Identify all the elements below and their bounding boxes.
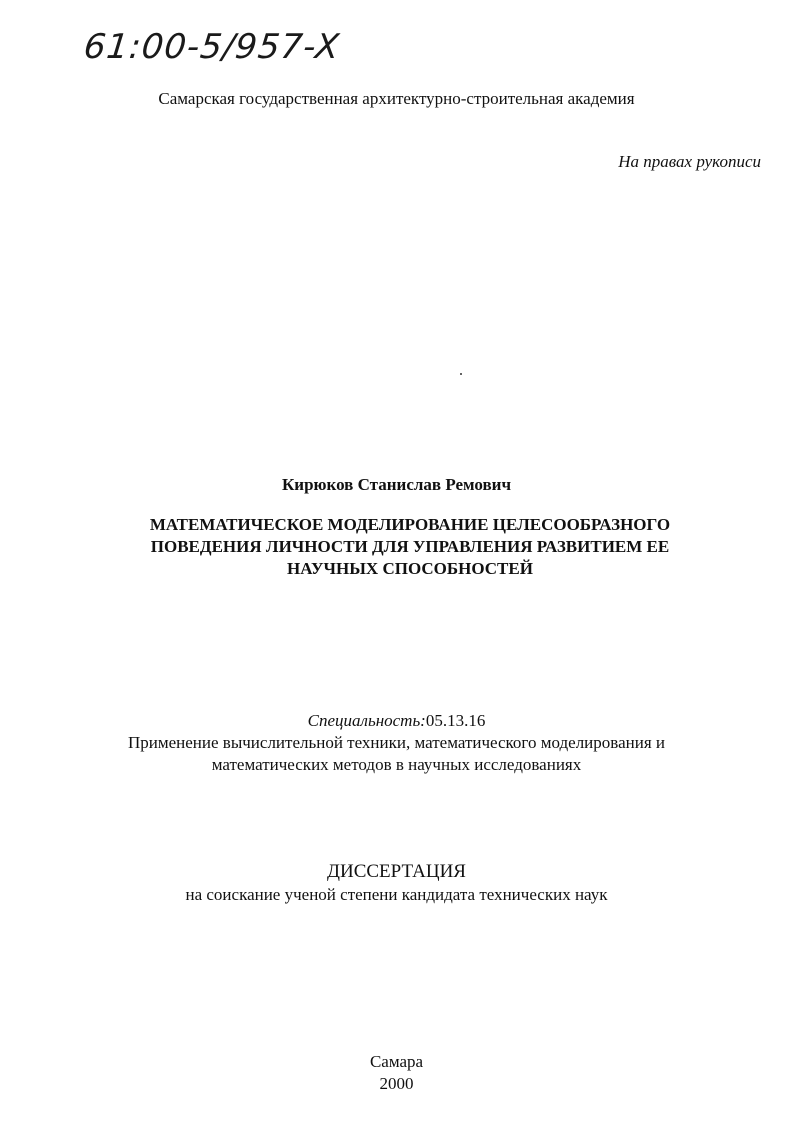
- degree-subtitle: на соискание ученой степени кандидата технических наук: [185, 885, 608, 904]
- dissertation-title: [60, 514, 760, 580]
- specialty-line: [0, 710, 793, 732]
- manuscript-rights-note: На правах рукописи: [618, 152, 761, 171]
- dissertation-heading: ДИССЕРТАЦИЯ: [327, 861, 466, 882]
- title-line: МАТЕМАТИЧЕСКОЕ МОДЕЛИРОВАНИЕ ЦЕЛЕСООБРАЗНОГО: [149, 515, 671, 534]
- scan-speck: [460, 373, 462, 375]
- year: 2000: [379, 1074, 414, 1093]
- specialty-description-line: математических методов в научных исследованиях: [211, 755, 582, 774]
- specialty-code: 05.13.16: [425, 711, 486, 730]
- author-name: Кирюков Станислав Ремович: [281, 475, 512, 494]
- specialty-description-line: Применение вычислительной техники, математического моделирования и: [127, 733, 665, 752]
- dissertation-block: [0, 860, 793, 906]
- handwritten-catalog-number: 61:00-5/957-X: [81, 27, 342, 67]
- city: Самара: [369, 1052, 424, 1071]
- title-line: ПОВЕДЕНИЯ ЛИЧНОСТИ ДЛЯ УПРАВЛЕНИЯ РАЗВИТИЕМ ЕЕ: [150, 537, 670, 556]
- title-line: НАУЧНЫХ СПОСОБНОСТЕЙ: [287, 559, 533, 578]
- specialty-block: [0, 710, 793, 776]
- specialty-label: Специальность:: [307, 711, 426, 730]
- place-and-year: [0, 1051, 793, 1095]
- institution-name: Самарская государственная архитектурно-строительная академия: [158, 89, 635, 108]
